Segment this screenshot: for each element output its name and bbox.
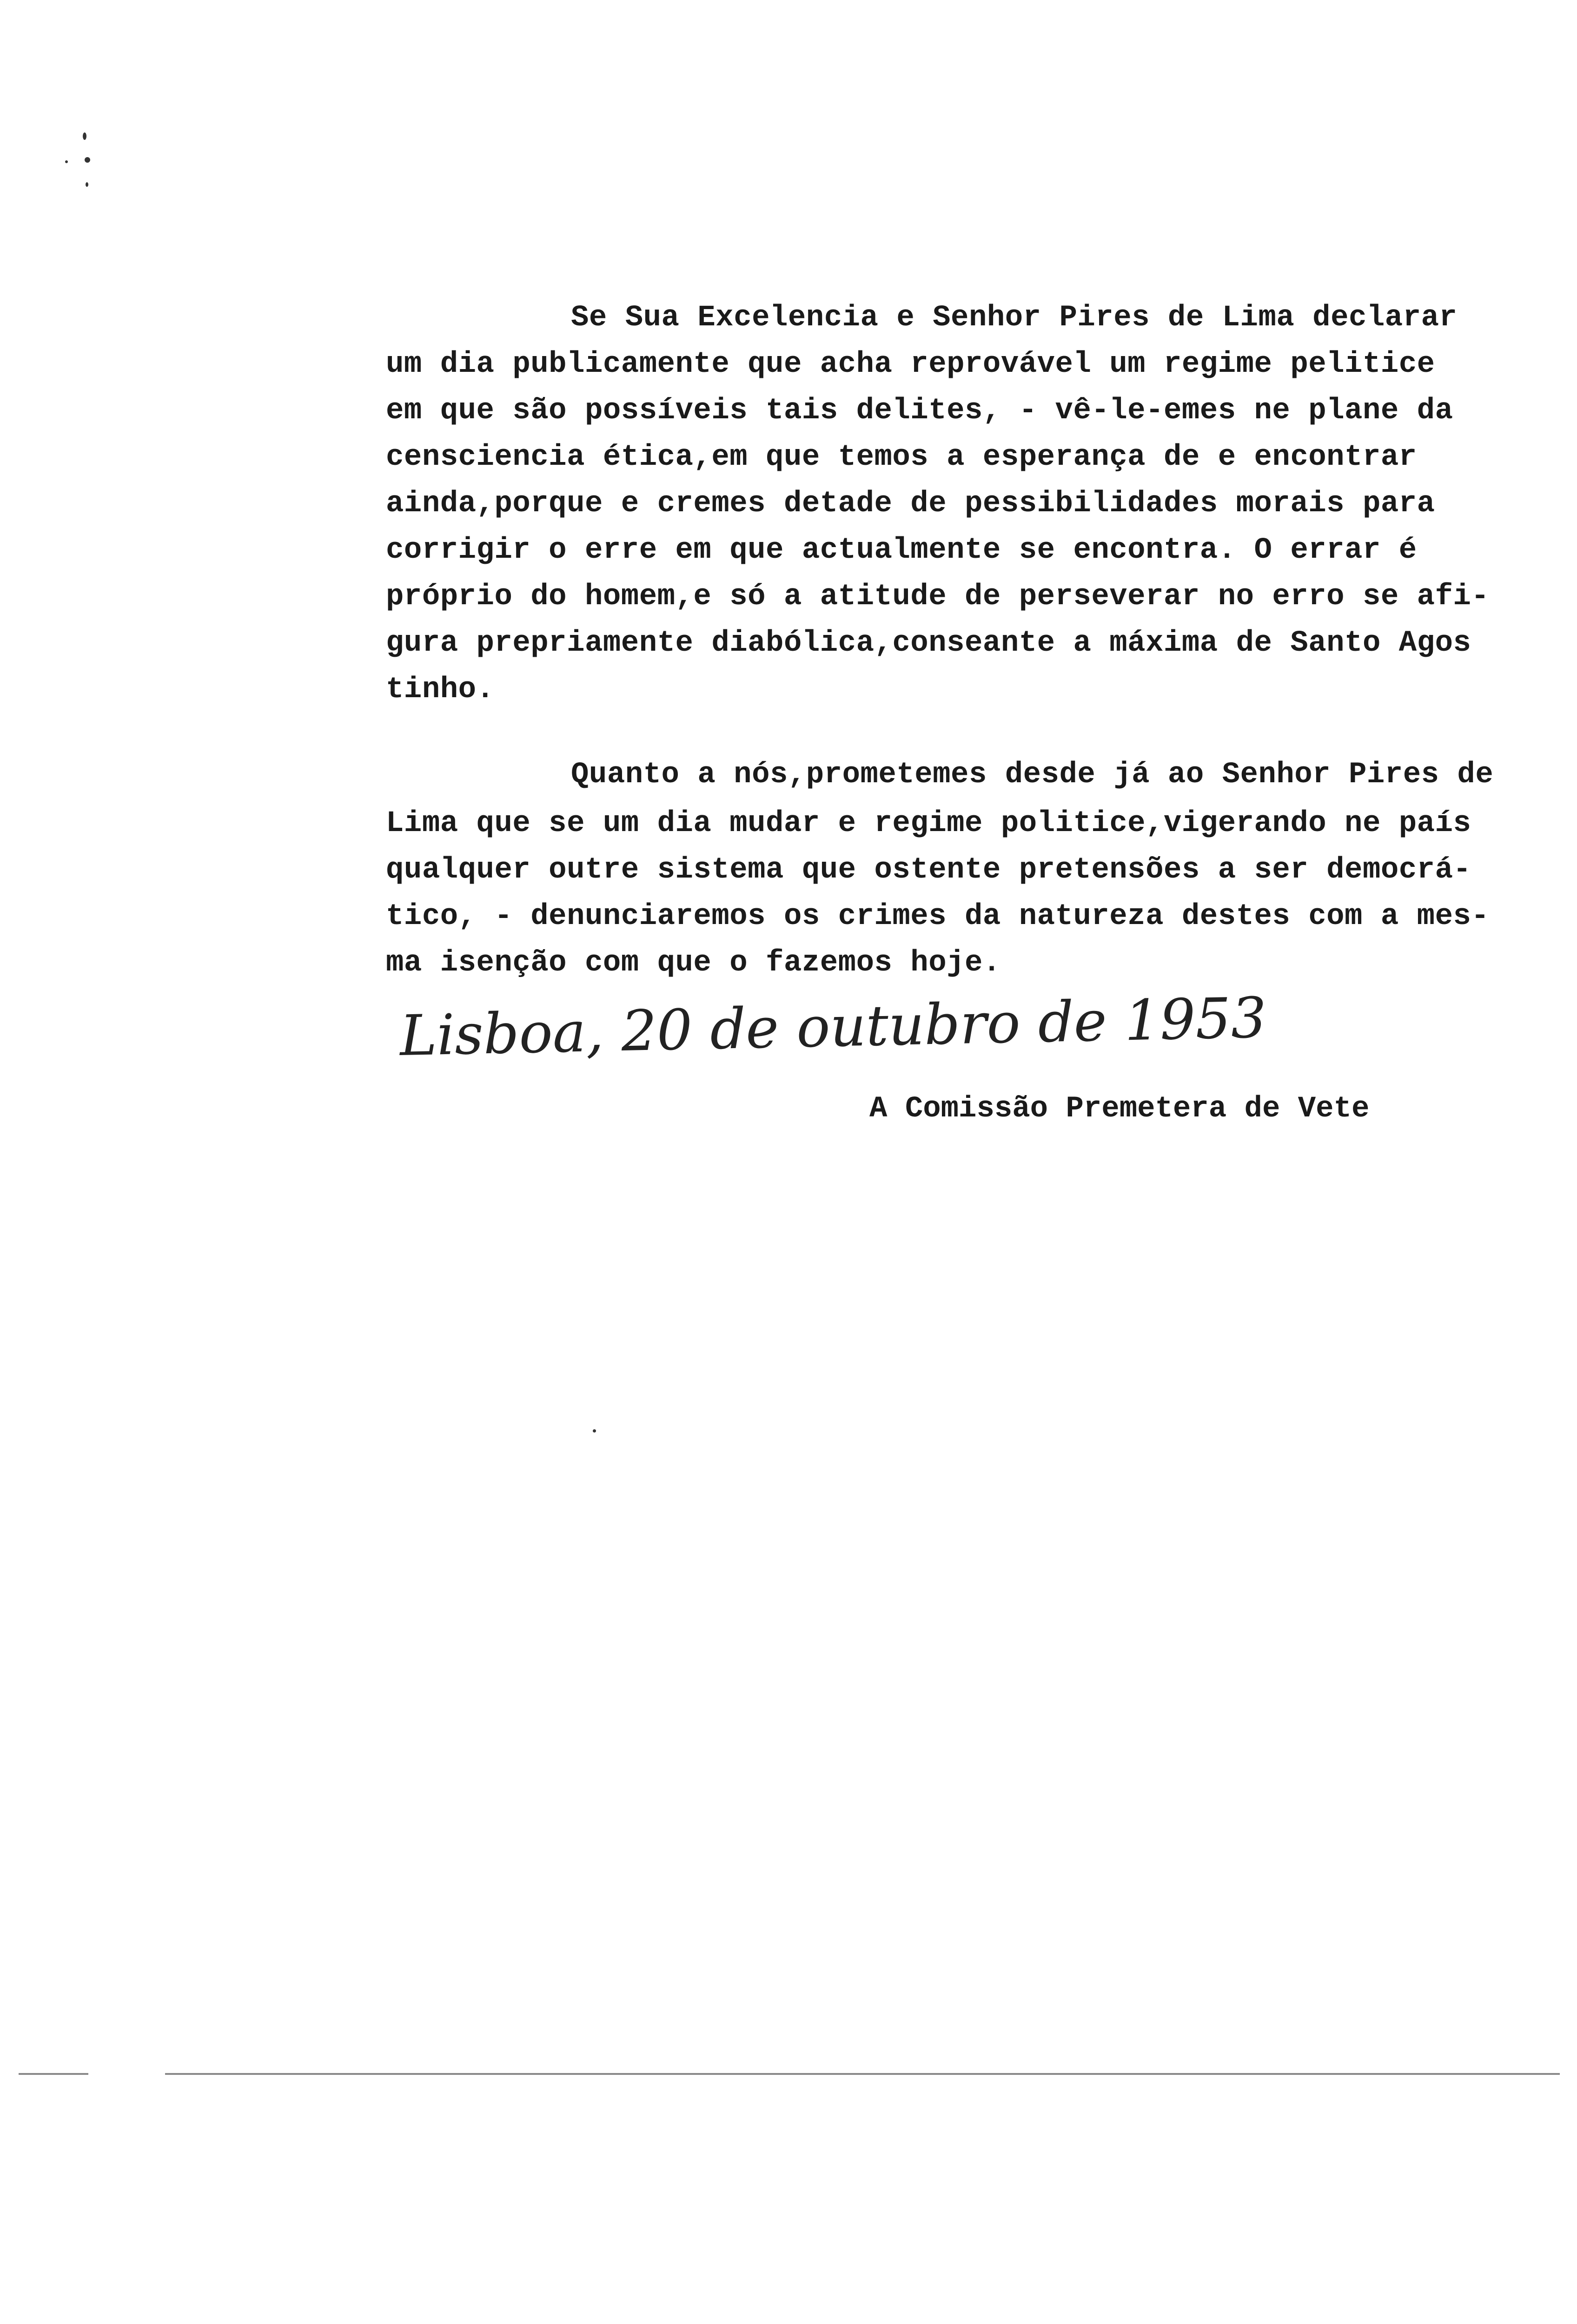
text-line: tico, - denunciaremos os crimes da natureza destes com a mes- <box>386 900 1490 933</box>
text-line: Lima que se um dia mudar e regime politice,vigerando ne país <box>386 807 1471 840</box>
signature: A Comissão Premetera de Vete <box>869 1092 1370 1126</box>
text-line: Quanto a nós,prometemes desde já ao Senhor Pires de <box>571 758 1494 792</box>
text-line: ainda,porque e cremes detade de pessibilidades morais para <box>386 487 1435 521</box>
scan-speck <box>65 160 68 163</box>
text-line: qualquer outre sistema que ostente pretensões a ser democrá- <box>386 853 1471 887</box>
scan-rule <box>165 2073 1560 2075</box>
text-line: gura prepriamente diabólica,conseante a máxima de Santo Agos <box>386 627 1471 660</box>
text-line: Se Sua Excelencia e Senhor Pires de Lima declarar <box>571 301 1458 335</box>
text-line: um dia publicamente que acha reprovável um regime pelitice <box>386 348 1435 381</box>
scan-speck <box>593 1429 596 1433</box>
scan-rule <box>19 2073 88 2075</box>
text-line: tinho. <box>386 673 495 706</box>
scan-speck <box>85 157 90 163</box>
text-line: ma isenção com que o fazemos hoje. <box>386 946 1001 980</box>
text-line: corrigir o erre em que actualmente se encontra. O errar é <box>386 534 1417 567</box>
scan-speck <box>83 132 86 140</box>
text-line: próprio do homem,e só a atitude de perseverar no erro se afi- <box>386 580 1490 614</box>
scan-speck <box>86 182 88 187</box>
handwritten-date: Lisboa, 20 de outubro de 1953 <box>399 985 1267 1069</box>
text-line: censciencia ética,em que temos a esperança de e encontrar <box>386 441 1417 474</box>
text-line: em que são possíveis tais delites, - vê-le-emes ne plane da <box>386 394 1453 428</box>
